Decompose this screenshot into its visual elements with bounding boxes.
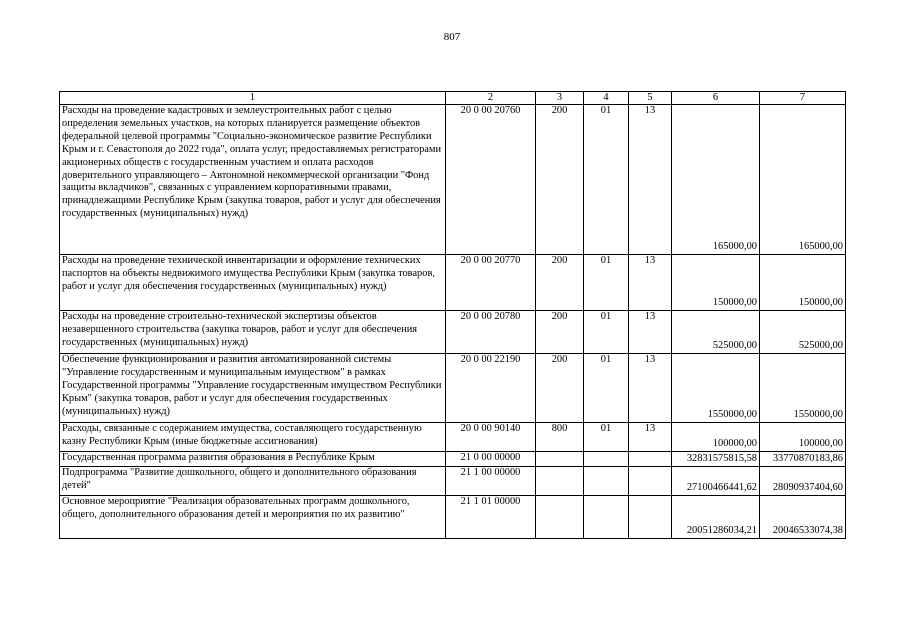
row-sum-1: 1550000,00 [672, 354, 760, 423]
table-row [60, 452, 846, 467]
row-pr: 13 [629, 255, 672, 311]
header-col-5: 5 [629, 92, 672, 105]
row-rz: 01 [584, 354, 629, 423]
table-row [60, 496, 846, 539]
header-col-7: 7 [760, 92, 846, 105]
row-vr [536, 467, 584, 496]
table-row [60, 311, 846, 354]
row-vr: 200 [536, 311, 584, 354]
table-row [60, 354, 846, 423]
table-row [60, 255, 846, 311]
row-pr: 13 [629, 311, 672, 354]
header-col-2: 2 [446, 92, 536, 105]
row-pr: 13 [629, 423, 672, 452]
page-number: 807 [443, 31, 461, 43]
table-row [60, 105, 846, 255]
header-col-6: 6 [672, 92, 760, 105]
row-sum-2: 165000,00 [760, 105, 846, 255]
row-name: Расходы на проведение кадастровых и землеустроительных работ с целью определения земельных участков, на которых планируется размещение объектов федеральной целевой программы "Социально-экономическое развитие Республики Крым и г. Севастополя до 2022 года", оплата услуг, предоставляемых регистраторами акционерных обществ с государственным участием и оплата расходов доверительного управляющего – Автономной некоммерческой организации "Фонд защиты вкладчиков", связанных с управлением корпоративными правами, принадлежащими Республике Крым (закупка товаров, работ и услуг для обеспечения государственных (муниципальных) нужд) [60, 105, 446, 255]
row-rz: 01 [584, 105, 629, 255]
row-sum-1: 32831575815,58 [672, 452, 760, 467]
row-rz: 01 [584, 423, 629, 452]
row-pr: 13 [629, 105, 672, 255]
row-sum-2: 1550000,00 [760, 354, 846, 423]
row-pr: 13 [629, 354, 672, 423]
row-vr: 200 [536, 255, 584, 311]
row-vr: 200 [536, 105, 584, 255]
row-code: 20 0 00 20780 [446, 311, 536, 354]
row-pr [629, 452, 672, 467]
row-sum-2: 100000,00 [760, 423, 846, 452]
header-col-4: 4 [584, 92, 629, 105]
row-sum-1: 150000,00 [672, 255, 760, 311]
row-rz: 01 [584, 255, 629, 311]
row-name: Обеспечение функционирования и развития автоматизированной системы "Управление государственным и муниципальным имуществом" в рамках Государственной программы "Управление государственным имуществом Республики Крым" (закупка товаров, работ и услуг для обеспечения государственных (муниципальных) нужд) [60, 354, 446, 423]
row-sum-1: 20051286034,21 [672, 496, 760, 539]
row-sum-1: 165000,00 [672, 105, 760, 255]
row-name: Расходы на проведение строительно-технической экспертизы объектов незавершенного строительства (закупка товаров, работ и услуг для обеспечения государственных (муниципальных) нужд) [60, 311, 446, 354]
row-pr [629, 467, 672, 496]
row-name: Подпрограмма "Развитие дошкольного, общего и дополнительного образования детей" [60, 467, 446, 496]
row-sum-1: 100000,00 [672, 423, 760, 452]
header-col-1: 1 [60, 92, 446, 105]
row-vr: 800 [536, 423, 584, 452]
row-name: Расходы, связанные с содержанием имущества, составляющего государственную казну Республики Крым (иные бюджетные ассигнования) [60, 423, 446, 452]
row-code: 20 0 00 90140 [446, 423, 536, 452]
row-pr [629, 496, 672, 539]
row-sum-1: 27100466441,62 [672, 467, 760, 496]
row-rz: 01 [584, 311, 629, 354]
table-row [60, 467, 846, 496]
budget-table [59, 91, 846, 539]
row-code: 20 0 00 20770 [446, 255, 536, 311]
row-rz [584, 467, 629, 496]
row-name: Основное мероприятие "Реализация образовательных программ дошкольного, общего, дополнительного образования детей и мероприятия по их развитию" [60, 496, 446, 539]
row-code: 21 1 00 00000 [446, 467, 536, 496]
header-col-3: 3 [536, 92, 584, 105]
row-sum-2: 33770870183,86 [760, 452, 846, 467]
row-sum-1: 525000,00 [672, 311, 760, 354]
row-code: 20 0 00 22190 [446, 354, 536, 423]
row-name: Расходы на проведение технической инвентаризации и оформление технических паспортов на объекты недвижимого имущества Республики Крым (закупка товаров, работ и услуг для обеспечения государственных (муниципальных) нужд) [60, 255, 446, 311]
row-code: 20 0 00 20760 [446, 105, 536, 255]
row-vr: 200 [536, 354, 584, 423]
row-sum-2: 525000,00 [760, 311, 846, 354]
row-code: 21 1 01 00000 [446, 496, 536, 539]
row-name: Государственная программа развития образования в Республике Крым [60, 452, 446, 467]
row-code: 21 0 00 00000 [446, 452, 536, 467]
row-sum-2: 20046533074,38 [760, 496, 846, 539]
table-row [60, 423, 846, 452]
row-rz [584, 452, 629, 467]
row-rz [584, 496, 629, 539]
row-vr [536, 496, 584, 539]
row-sum-2: 150000,00 [760, 255, 846, 311]
row-vr [536, 452, 584, 467]
header-row [60, 92, 846, 105]
row-sum-2: 28090937404,60 [760, 467, 846, 496]
